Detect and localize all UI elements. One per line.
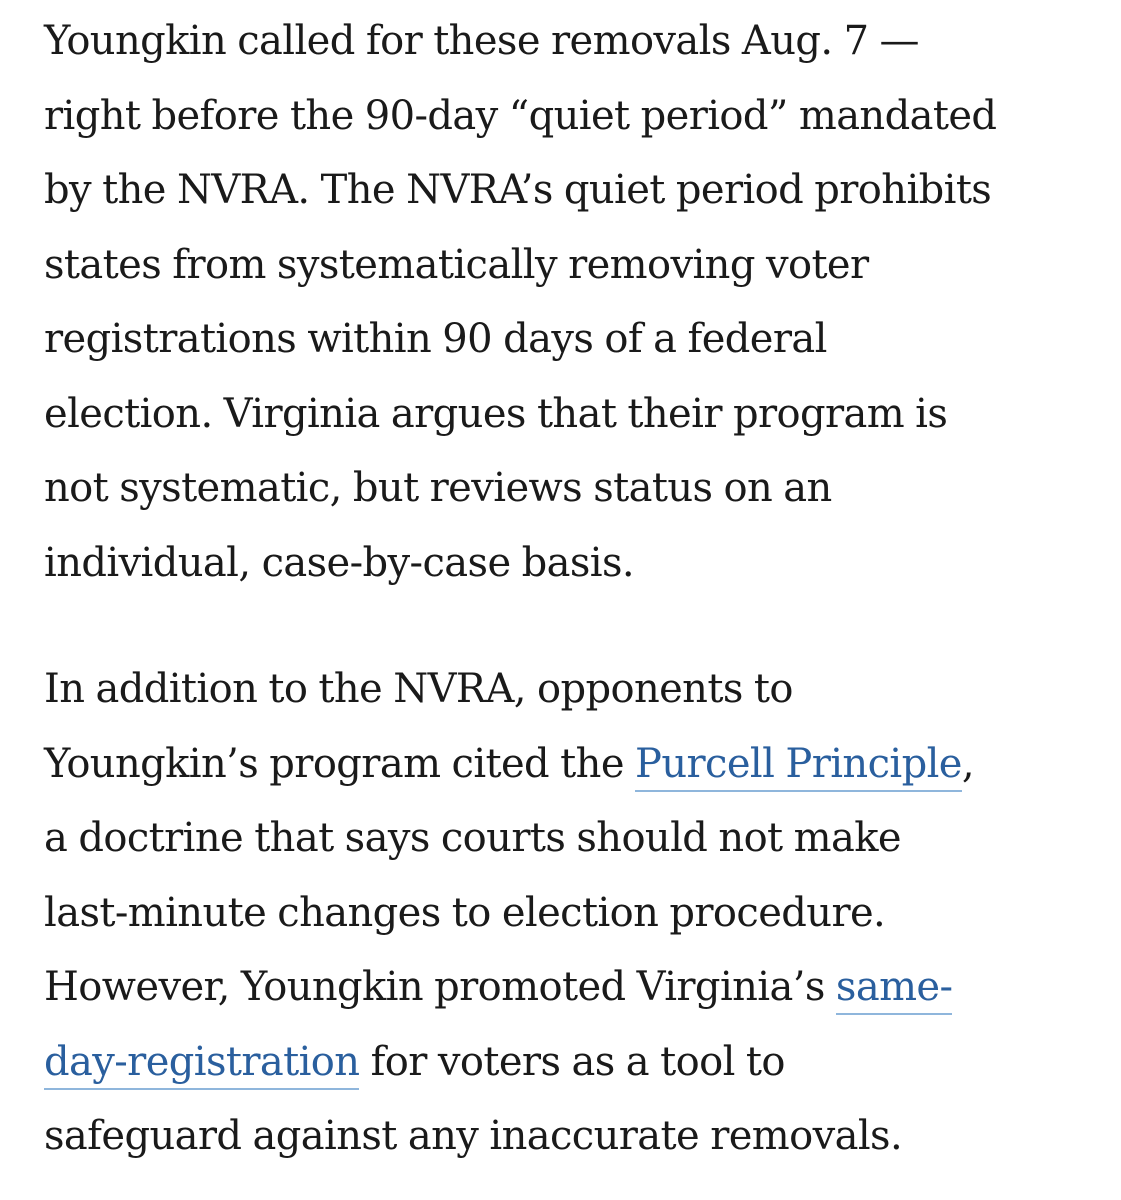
paragraph-line: election. Virginia argues that their program is [44, 390, 948, 437]
paragraph-line: by the NVRA. The NVRA’s quiet period prohibits [44, 167, 992, 213]
paragraph-line [44, 1025, 974, 1100]
paragraph-line: In addition to the NVRA, opponents to [44, 666, 793, 712]
paragraph-text: for voters as a tool to [359, 1038, 785, 1085]
same-day-registration-link[interactable]: same- [836, 964, 953, 1015]
paragraph-purcell-principle [44, 652, 974, 1174]
same-day-registration-link[interactable]: day-registration [44, 1039, 359, 1090]
paragraph-line: a doctrine that says courts should not make [44, 815, 901, 861]
paragraph-line: safeguard against any inaccurate removals. [44, 1113, 903, 1159]
purcell-principle-link[interactable]: Purcell Principle [635, 741, 962, 792]
paragraph-text: However, Youngkin promoted Virginia’s [44, 964, 836, 1010]
paragraph-text: , [961, 740, 974, 787]
paragraph-line: right before the 90-day “quiet period” mandated [44, 92, 997, 139]
paragraph-line: states from systematically removing voter [44, 241, 869, 288]
paragraph-line: Youngkin called for these removals Aug. 7 — [44, 18, 919, 64]
paragraph-line [44, 727, 974, 802]
paragraph-line: not systematic, but reviews status on an [44, 465, 832, 511]
paragraph-line: last-minute changes to election procedure. [44, 889, 886, 936]
paragraph-line [44, 950, 974, 1025]
paragraph-text: Youngkin’s program cited the [44, 740, 636, 787]
paragraph-line: individual, case-by-case basis. [44, 539, 635, 586]
paragraph-line: registrations within 90 days of a federal [44, 316, 827, 362]
paragraph-quiet-period [44, 4, 996, 600]
